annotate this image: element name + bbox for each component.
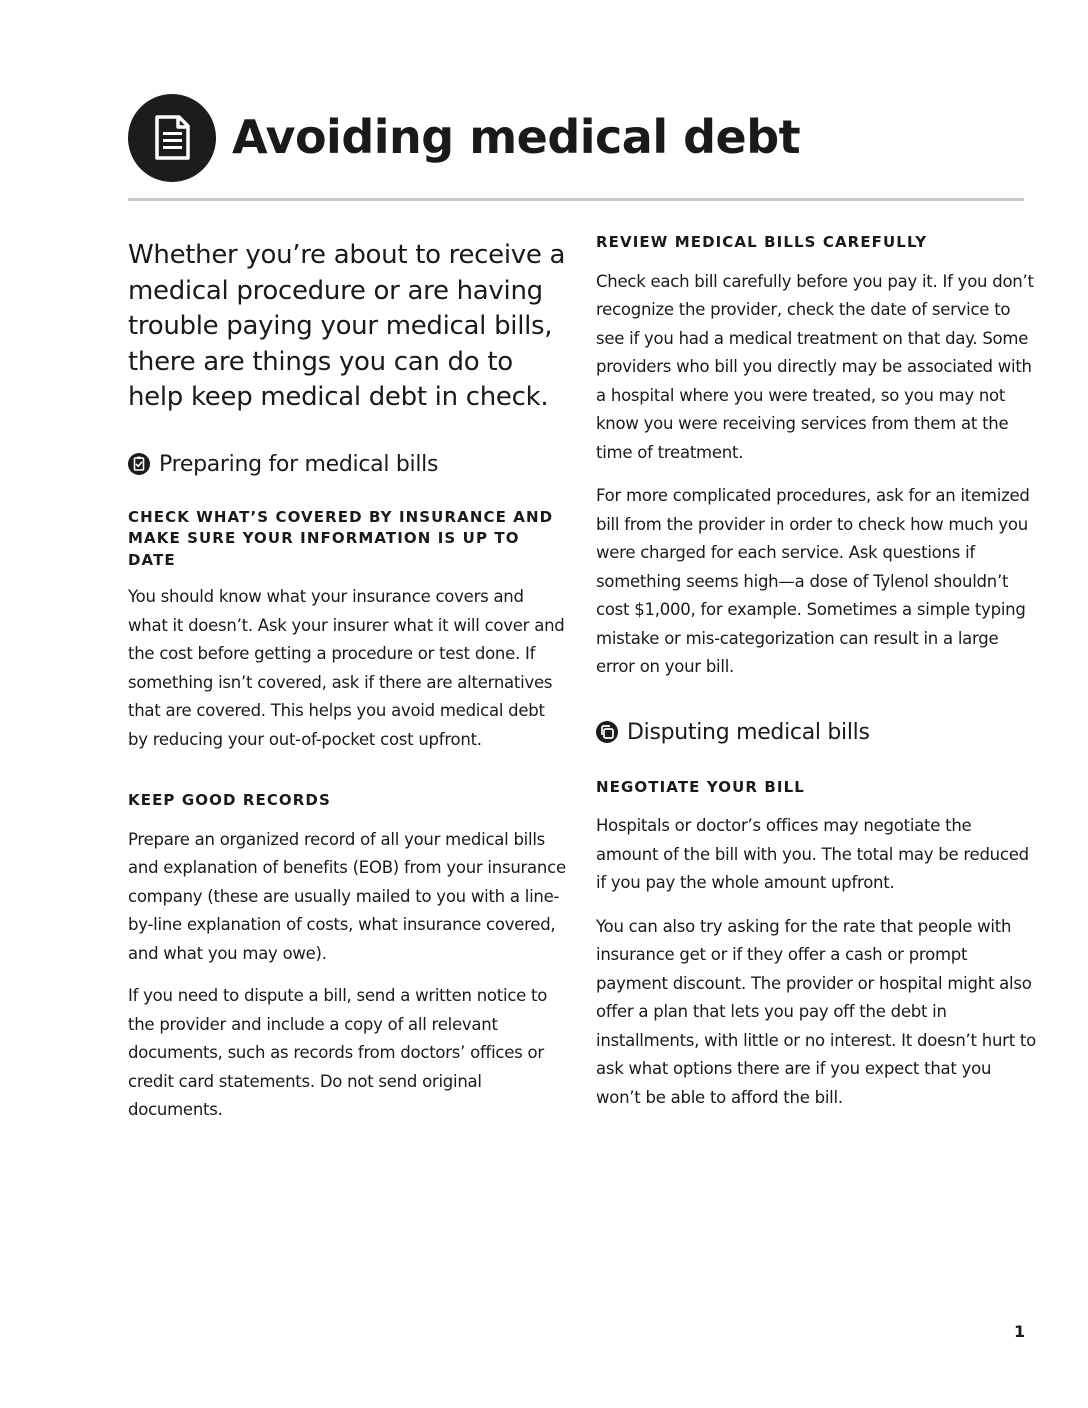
paragraph-review-bills-2: For more complicated procedures, ask for an itemized bill from the provider in order to check how much you were charged for each service. Ask questions if something seems high—a dose of Tylenol shouldn’t cost $1,000, for example. Sometimes a simple typing mistake or mis-categorization can result in a large error on your bill. [596, 486, 1030, 676]
section-title-preparing: Preparing for medical bills [159, 451, 439, 477]
paragraph-keep-records-2: If you need to dispute a bill, send a written notice to the provider and include a copy of all relevant documents, such as records from doctors’ offices or credit card statements. Do not send original documents. [128, 986, 548, 1119]
subheading-keep-records: KEEP GOOD RECORDS [128, 791, 331, 809]
page-header [128, 94, 1023, 202]
paragraph-keep-records-1: Prepare an organized record of all your medical bills and explanation of benefits (EOB) from your insurance company (these are usually mailed to you with a line-by-line explanation of costs, what insurance covered, and what you may owe). [128, 829, 566, 963]
paragraph-check-coverage: You should know what your insurance covers and what it doesn’t. Ask your insurer what it will cover and the cost before getting a procedure or test done. If something isn’t covered, ask if there are alternatives that are covered. This helps you avoid medical debt by reducing your out-of-pocket cost upfront. [128, 587, 565, 749]
paragraph-negotiate-2: You can also try asking for the rate that people with insurance get or if they offer a cash or prompt payment discount. The provider or hospital might also offer a plan that lets you pay off the debt in installments, with little or no interest. It doesn’t hurt to ask what options there are if you expect that you won’t be able to afford the bill. [596, 916, 1036, 1107]
section-title-disputing: Disputing medical bills [627, 719, 870, 745]
page-title: Avoiding medical debt [232, 110, 801, 164]
copy-icon [596, 721, 618, 743]
paragraph-review-bills-1: Check each bill carefully before you pay it. If you don’t recognize the provider, check the date of service to see if you had a medical treatment on that day. Some providers who bill you directly may be associated with a hospital where you were treated, so you may not know you were receiving services from them at the time of treatment. [596, 271, 1034, 462]
section-heading-disputing [596, 720, 1036, 745]
left-column [128, 238, 568, 1125]
checklist-icon [128, 453, 150, 475]
header-divider [128, 198, 1024, 201]
intro-paragraph: Whether you’re about to receive a medical procedure or are having trouble paying your medical bills, there are things you can do to help keep medical debt in check. [128, 240, 566, 412]
subheading-check-coverage: CHECK WHAT’S COVERED BY INSURANCE AND MAKE SURE YOUR INFORMATION IS UP TO DATE [128, 507, 554, 569]
document-icon [128, 94, 216, 182]
section-heading-preparing [128, 452, 568, 477]
page-number: 1 [1014, 1322, 1026, 1341]
subheading-negotiate: NEGOTIATE YOUR BILL [596, 777, 805, 796]
paragraph-negotiate-1: Hospitals or doctor’s offices may negotiate the amount of the bill with you. The total may be reduced if you pay the whole amount upfront. [596, 816, 1029, 892]
right-column [596, 232, 1036, 1112]
subheading-review-bills: REVIEW MEDICAL BILLS CAREFULLY [596, 233, 928, 251]
